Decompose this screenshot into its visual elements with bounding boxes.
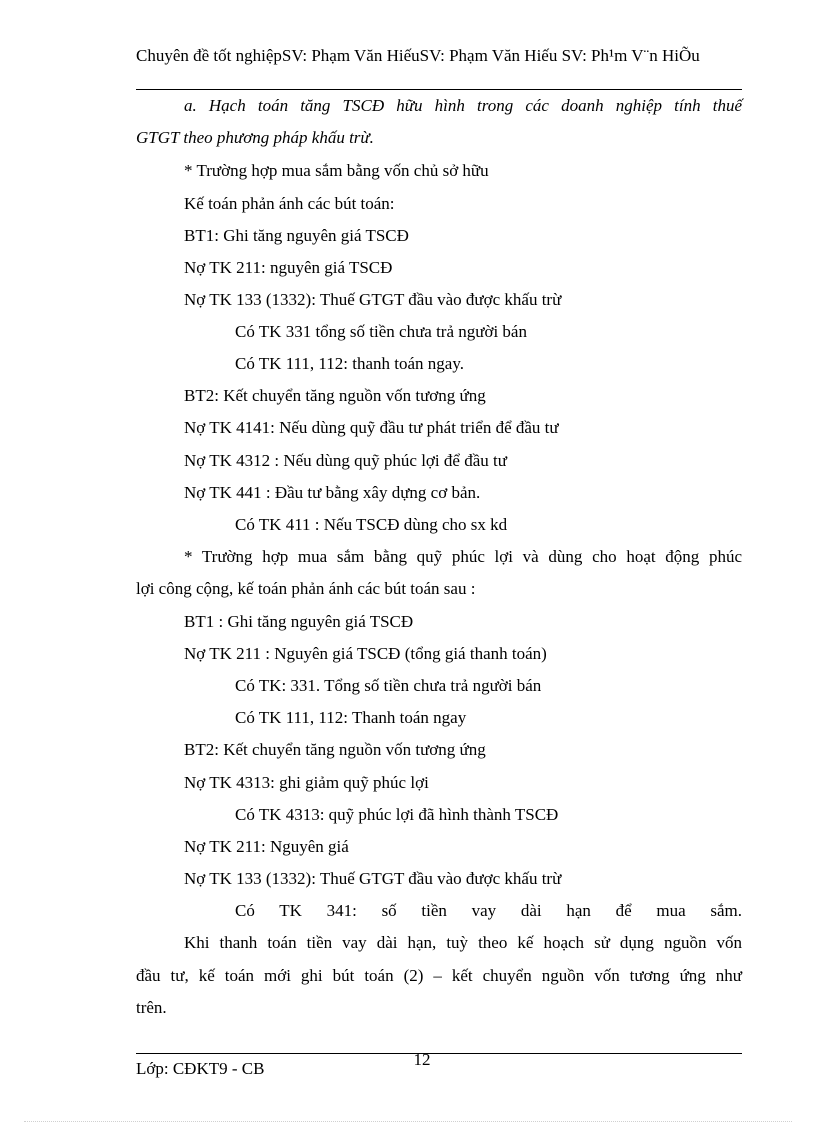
- paragraph-line: lợi công cộng, kế toán phản ánh các bút toán sau :: [136, 579, 476, 598]
- paragraph-line: Nợ TK 133 (1332): Thuế GTGT đầu vào được khấu trừ: [184, 869, 562, 888]
- footer-class-label: Lớp: CĐKT9 - CB: [136, 1059, 265, 1078]
- paragraph-line: BT1: Ghi tăng nguyên giá TSCĐ: [184, 226, 409, 245]
- paragraph-line: Có TK 411 : Nếu TSCĐ dùng cho sx kd: [235, 515, 508, 534]
- paragraph-line: Nợ TK 133 (1332): Thuế GTGT đầu vào được khấu trừ: [184, 290, 562, 309]
- paragraph-line: Có TK 111, 112: thanh toán ngay.: [235, 354, 465, 373]
- paragraph-line: Có TK: 331. Tổng số tiền chưa trả người bán: [235, 676, 542, 695]
- paragraph-line: * Trường hợp mua sắm bằng vốn chủ sở hữu: [184, 161, 489, 180]
- section-heading-line-1: a. Hạch toán tăng TSCĐ hữu hình trong các doanh nghiệp tính thuế: [184, 96, 742, 115]
- paragraph-line: trên.: [136, 998, 167, 1017]
- paragraph-line: BT1 : Ghi tăng nguyên giá TSCĐ: [184, 612, 414, 631]
- paragraph-line: Nợ TK 211: Nguyên giá: [184, 837, 349, 856]
- paragraph-line: * Trường hợp mua sắm bằng quỹ phúc lợi và dùng cho hoạt động phúc: [184, 547, 742, 566]
- paragraph-line: Nợ TK 211 : Nguyên giá TSCĐ (tổng giá thanh toán): [184, 644, 547, 663]
- paragraph-line: Có TK 111, 112: Thanh toán ngay: [235, 708, 467, 727]
- paragraph-line: Nợ TK 211: nguyên giá TSCĐ: [184, 258, 393, 277]
- paragraph-line: Nợ TK 441 : Đầu tư bằng xây dựng cơ bản.: [184, 483, 481, 502]
- page-header: Chuyên đề tốt nghiệpSV: Phạm Văn HiếuSV: Phạm Văn Hiếu SV: Ph¹m V¨n HiÕu: [136, 46, 700, 65]
- page-bottom-border: [24, 1121, 792, 1122]
- paragraph-line: Nợ TK 4141: Nếu dùng quỹ đầu tư phát triển để đầu tư: [184, 418, 559, 437]
- paragraph-line: Kế toán phản ánh các bút toán:: [184, 194, 395, 213]
- paragraph-line: BT2: Kết chuyển tăng nguồn vốn tương ứng: [184, 386, 486, 405]
- paragraph-line: Khi thanh toán tiền vay dài hạn, tuỳ theo kế hoạch sử dụng nguồn vốn: [184, 933, 742, 952]
- section-heading-line-2: GTGT theo phương pháp khấu trừ.: [136, 128, 374, 147]
- header-divider: [136, 89, 742, 90]
- paragraph-line: Nợ TK 4312 : Nếu dùng quỹ phúc lợi để đầu tư: [184, 451, 507, 470]
- page-number: 12: [413, 1050, 431, 1069]
- paragraph-line: Có TK 4313: quỹ phúc lợi đã hình thành TSCĐ: [235, 805, 559, 824]
- paragraph-line: Nợ TK 4313: ghi giảm quỹ phúc lợi: [184, 773, 429, 792]
- footer-divider: [136, 1053, 742, 1054]
- paragraph-line: Có TK 331 tổng số tiền chưa trả người bán: [235, 322, 527, 341]
- paragraph-line: BT2: Kết chuyển tăng nguồn vốn tương ứng: [184, 740, 486, 759]
- paragraph-line: đầu tư, kế toán mới ghi bút toán (2) – kết chuyển nguồn vốn tương ứng như: [136, 966, 742, 985]
- paragraph-line: Có TK 341: số tiền vay dài hạn để mua sắm.: [235, 901, 742, 920]
